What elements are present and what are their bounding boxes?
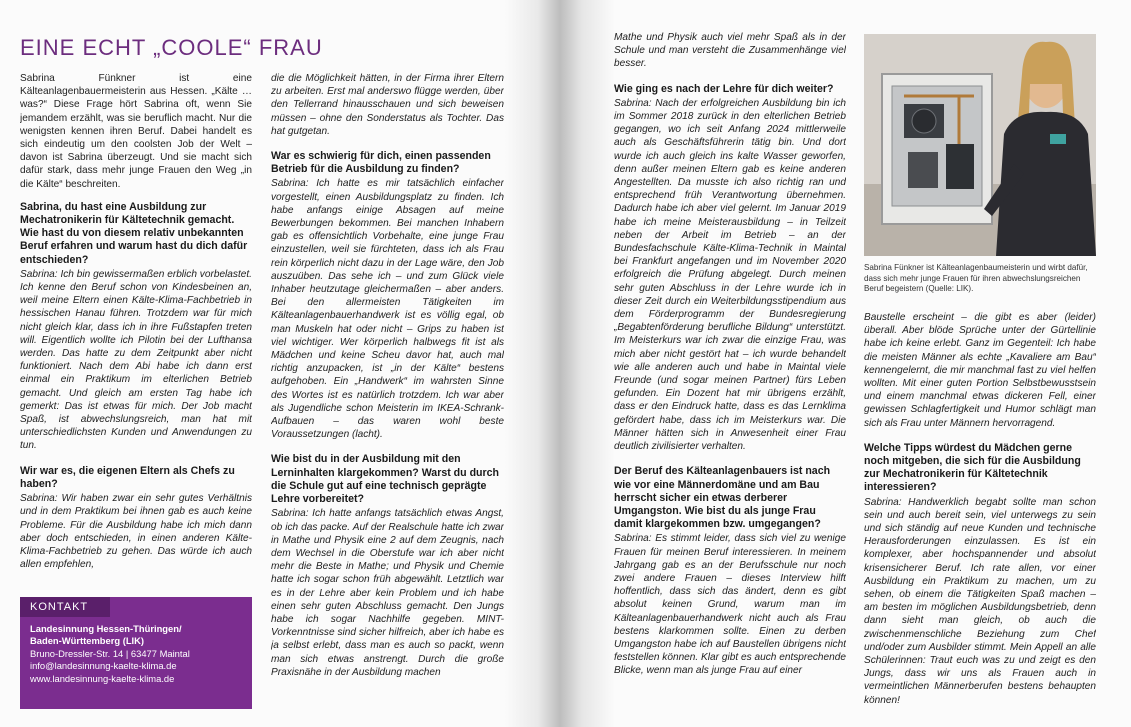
column-3 <box>614 31 846 721</box>
contact-box <box>20 597 252 709</box>
photo-caption: Sabrina Fünkner ist Kälteanlagenbaumeisterin und wirbt dafür, dass sich mehr junge Frauen für ihren abwechslungsreichen Beruf begeistern (Quelle: LIK). <box>864 263 1088 293</box>
answer-2: Sabrina: Wir haben zwar ein sehr gutes Verhältnis und in dem Praktikum bei ihnen gab es auch keine Probleme. Für die Ausbildung habe ich mich dann aber doch entschieden, in einen anderen Kälte-Klima-Fachbetrieb zu gehen. Das würde ich auch allen empfehlen, <box>20 493 252 571</box>
contact-email[interactable]: info@landesinnung-kaelte-klima.de <box>30 660 177 672</box>
answer-1: Sabrina: Ich bin gewissermaßen erblich vorbelastet. Ich kenne den Beruf schon von Kindesbeinen an, weil meine Eltern einen Kälte-Klima-Fachbetrieb in hessischen Hanau führen. Trotzdem war für mich nicht gleich klar, dass ich in ihre Fußstapfen treten will. Eigentlich wollte ich Pilotin bei der Lufthansa werden. Das hatte zu dem Zeitpunkt aber nicht funktioniert. Nach dem Abi habe ich dann erst einmal ein Praktikum im elterlichen Betrieb gemacht. Und gleich am ersten Tag habe ich gemerkt: Das ist etwas für mich. Der Job macht Spaß, ist abwechslungsreich, man hat mit unterschiedlichsten Kunden und Anwendungen zu tun. <box>20 268 252 452</box>
portrait-photo <box>864 34 1096 256</box>
question-7: Welche Tipps würdest du Mädchen gerne noch mitgeben, die sich für die Ausbildung zur Mechatronikerin für Kältetechnik interessieren? <box>864 441 1081 494</box>
answer-3: Sabrina: Ich hatte es mir tatsächlich einfacher vorgestellt, einen Ausbildungsplatz zu finden. Ich habe anfangs einige Absagen auf meine Bewerbungen bekommen. Bei manchen Inhabern gab es offensichtlich Vorbehalte, eine junge Frau einzustellen, weil sie fürchteten, dass ich als Frau rein körperlich nicht dazu in der Lage wäre, den Job auszuüben. Das sehe ich – und zum Glück viele Inhaber heutzutage gleichermaßen – aber anders. Bei den allermeisten Tätigkeiten im Kälteanlagenbauerhandwerk ist es völlig egal, ob man Muskeln hat oder nicht – Grips zu haben ist viel wichtiger. Wer körperlich halbwegs fit ist als Mädchen und keine Scheu davor hat, auch mal richtig anzupacken, ist „in der Kälte“ bestens aufgehoben. Ein „Handwerk“ im wahrsten Sinne des Wortes ist es natürlich trotzdem. Ich war aber als Jugendliche schon Meisterin im IKEA-Schrank-Aufbauen – das waren wohl beste Voraussetzungen (lacht). <box>271 178 504 441</box>
question-6: Der Beruf des Kälteanlagenbauers ist nach wie vor eine Männerdomäne und am Bau herrscht sicher ein etwas derberer Umgangston. Wie bist du als junge Frau damit klargekommen bzw. umgegangen? <box>614 465 831 531</box>
question-4: Wie bist du in der Ausbildung mit den Lerninhalten klargekommen? Warst du durch die Schule gut auf eine technisch geprägte Lehre vorbereitet? <box>271 453 499 506</box>
question-3: War es schwierig für dich, einen passenden Betrieb für die Ausbildung zu finden? <box>271 150 491 176</box>
contact-address: Bruno-Dressler-Str. 14 | 63477 Maintal <box>30 647 190 659</box>
question-2: Wir war es, die eigenen Eltern als Chefs zu haben? <box>20 464 235 490</box>
answer-2-continued: die die Möglichkeit hätten, in der Firma ihrer Eltern zu arbeiten. Erst mal anderswo flügge werden, über den Tellerrand hinausschauen und sich beweisen müssen – ohne den Sonderstatus als Tochter. Das hat gutgetan. <box>271 73 504 137</box>
answer-4-continued: Mathe und Physik auch viel mehr Spaß als in der Schule und man versteht die Zusammenhänge viel besser. <box>614 32 846 70</box>
contact-org-line-2: Baden-Württemberg (LIK) <box>30 635 145 647</box>
column-1 <box>20 72 252 592</box>
answer-5: Sabrina: Nach der erfolgreichen Ausbildung bin ich im Sommer 2018 zurück in den elterlichen Betrieb gegangen, wo ich seit Anfang 2024 mittlerweile auch als Geschäftsführerin tätig bin. Und dort wurde ich auch gleich ins kalte Wasser geworfen, denn außer meinen Eltern gab es keine anderen Angestellten. Da musste ich also richtig ran und entsprechend früh Verantwortung übernehmen. Dadurch habe ich aber viel gelernt. Im Januar 2019 habe ich meine Meisterausbildung – in Teilzeit neben der Arbeit im Betrieb – an der Bundesfachschule Kälte-Klima-Technik in Maintal bei Frankfurt angefangen und im November 2020 erfolgreich die Prüfung abgelegt. Durch meinen sehr guten Abschluss in der Lehre wurde ich in dieser Zeit durch ein Weiterbildungsstipendium aus dem Förderprogramm der Bundesregierung „Begabtenförderung berufliche Bildung“ unterstützt. Im Meisterkurs war ich zwar die einzige Frau, was mich aber nicht gestört hat – ich wurde behandelt wie alle anderen auch und habe in Maintal viele Freunde (und sogar meinen Partner) fürs Leben gefunden. Ein Dozent hat mir übrigens erzählt, dass er den Eindruck hatte, dass es das Lernklima gefördert habe, dass ich im Meisterkurs war. Die Männer hätten sich in Anwesenheit einer Frau deutlich zivilisierter verhalten. <box>614 97 846 453</box>
contact-heading: KONTAKT <box>20 597 110 617</box>
answer-6: Sabrina: Es stimmt leider, dass sich viel zu wenige Frauen für meinen Beruf interessieren. In meinem Jahrgang gab es an der Berufsschule nur noch zwei andere Frauen – dieses Interview hilft hoffentlich, dass sich das ändert, denn es gibt absolut keinen Grund, warum man im Kälteanlagenbauerhandwerk nicht auch als Frau bestens klarkommen sollte. Einen zu derben Umgangston habe ich auf Baustellen übrigens nicht feststellen können. Klar gibt es auch entsprechende Blicke, wenn man als junge Frau auf einer <box>614 533 846 677</box>
contact-body <box>20 617 252 691</box>
question-5: Wie ging es nach der Lehre für dich weiter? <box>614 82 834 95</box>
contact-website[interactable]: www.landesinnung-kaelte-klima.de <box>30 672 175 684</box>
question-1: Sabrina, du hast eine Ausbildung zur Mechatronikerin für Kältetechnik gemacht. Wie hast du von diesem relativ unbekannten Beruf erfahren und warum hast du dich dafür entschieden? <box>20 200 248 266</box>
column-4 <box>864 311 1096 721</box>
article-intro: Sabrina Fünkner ist eine Kälteanlagenbauermeisterin aus Hessen. „Kälte …was?“ Diese Frage hört Sabrina oft, wenn Sie jemandem erzählt, was sie beruflich macht. Nur die wenigsten kennen ihren Beruf. Dabei handelt es sich eindeutig um den coolsten Job der Welt – davon ist Sabrina überzeugt. Und sie macht sich dafür stark, dass mehr junge Frauen den Weg „in die Kälte“ beschreiten. <box>20 73 252 190</box>
photo-illustration <box>864 34 1096 256</box>
page-gutter <box>505 0 615 727</box>
article-title: EINE ECHT „COOLE“ FRAU <box>20 34 323 60</box>
column-2 <box>271 72 504 720</box>
answer-6-continued: Baustelle erscheint – die gibt es aber (leider) überall. Aber blöde Sprüche unter der Gürtellinie habe ich keine erlebt. Ganz im Gegenteil: Ich habe die meisten Männer als echte „Kavaliere am Bau“ kennengelernt, die mir manchmal fast zu viel helfen wollten. Mit einer guten Portion Selbstbewusstsein und einem manchmal etwas dickeren Fell, einer gewissen Schlagfertigkeit und Humor schlägt man sich als Frau unter Männern hervorragend. <box>864 312 1096 429</box>
contact-org-line-1: Landesinnung Hessen-Thüringen/ <box>30 623 182 634</box>
answer-4: Sabrina: Ich hatte anfangs tatsächlich etwas Angst, ob ich das packe. Auf der Realschule hatte ich zwar in Mathe und Physik eine 2 auf dem Zeugnis, nach dem Wechsel in die Oberstufe war ich aber nicht mehr die Beste in Mathe; und Physik und Chemie hatte ich sogar schon früh abgewählt. Letztlich war es in der Lehre aber kein Problem und ich habe einen sehr guten Abschluss gemacht. Den Jungs habe ich sogar Nachhilfe gegeben. MINT-Vorkenntnisse sind sicher hilfreich, aber ich habe es ja selbst erlebt, dass man es auch so packt, wenn man sich etwas anstrengt. Durch die große Praxisnähe in der Ausbildung machen <box>271 508 504 678</box>
answer-7: Sabrina: Handwerklich begabt sollte man schon sein und auch bereit sein, viel unterwegs zu sein und sich ständig auf neue Kunden und technische Herausforderungen einzulassen. Es ist ein komplexer, aber hochspannender und absolut krisensicherer Beruf. Ich rate allen, vor einer Ausbildung ein Praktikum zu machen, um zu sehen, ob einem die Tätigkeiten Spaß machen – am besten im möglichen Ausbildungsbetrieb, denn dann sieht man gleich, ob auch die zwischenmenschliche Beziehung zum Chef und/oder zum Ausbilder stimmt. Mein Appell an alle Schülerinnen: Traut euch was zu und zeigt es den Jungs, dass wir uns als Frauen auch in vermeintlichen Männerberufen bestens behaupten können! <box>864 496 1096 706</box>
